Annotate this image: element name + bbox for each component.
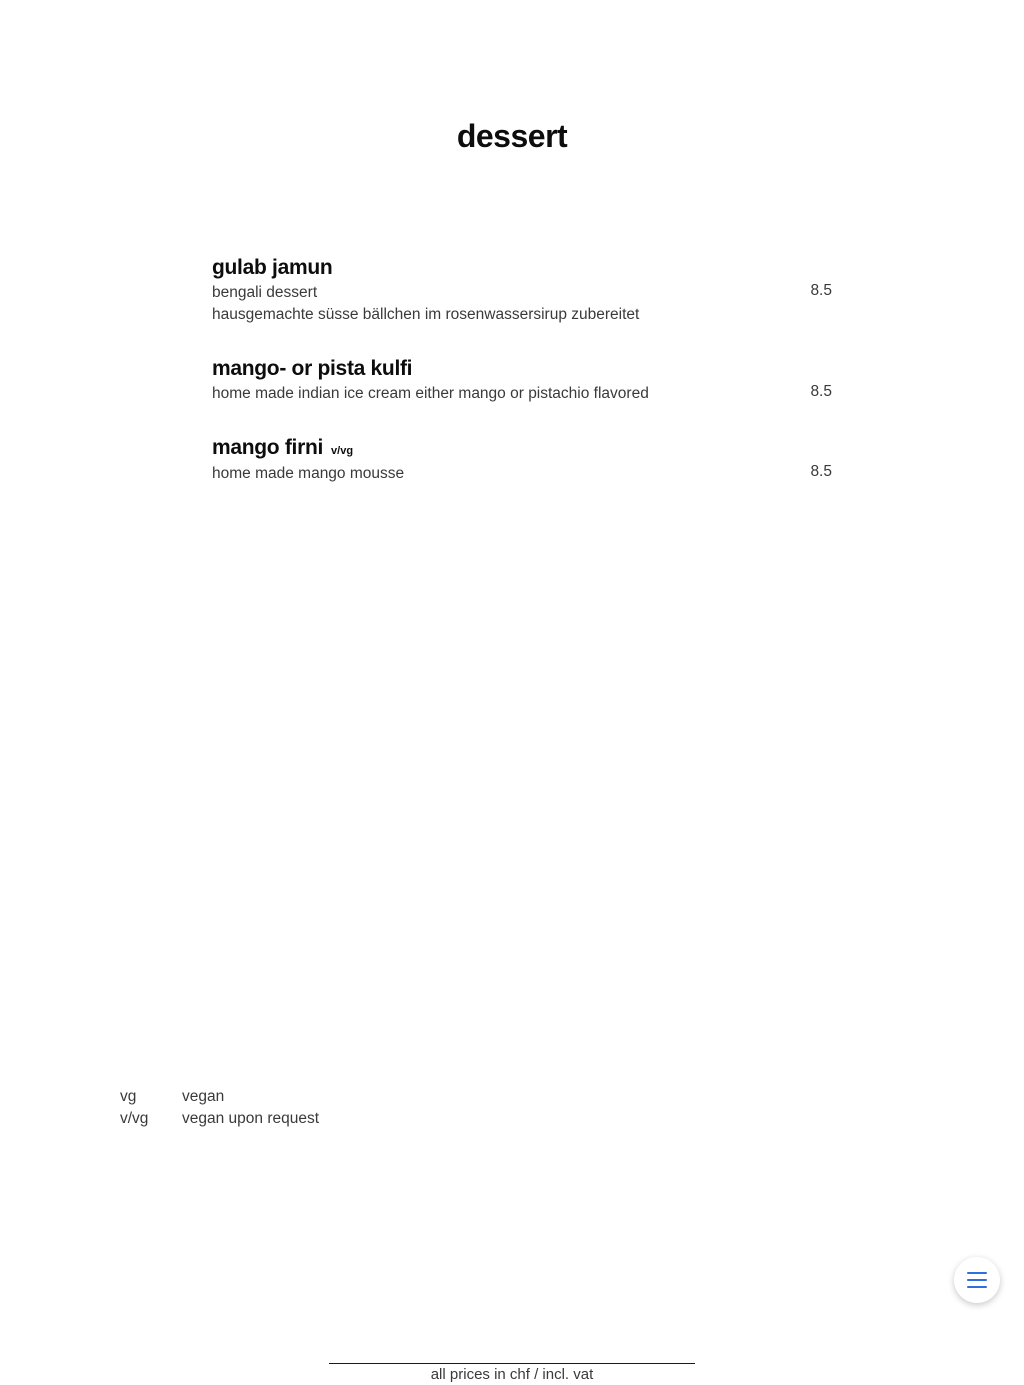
menu-toggle-button[interactable] — [954, 1257, 1000, 1303]
legend-value: vegan upon request — [182, 1110, 320, 1128]
menu-item — [212, 255, 832, 326]
legend-row — [120, 1108, 319, 1130]
menu-item-price: 8.5 — [810, 383, 832, 401]
menu-item-body — [212, 463, 832, 485]
menu-item-description — [212, 463, 404, 485]
hamburger-bar — [967, 1272, 987, 1274]
menu-item-description — [212, 282, 639, 326]
menu-item-body — [212, 282, 832, 326]
menu-item-header — [212, 356, 832, 381]
footer-note — [0, 1363, 1024, 1383]
menu-item-body — [212, 383, 832, 405]
menu-item — [212, 356, 832, 405]
menu-item-description — [212, 383, 649, 405]
menu-item-list — [212, 255, 832, 515]
menu-item-header — [212, 435, 832, 460]
menu-item-price: 8.5 — [810, 282, 832, 300]
menu-item-name: gulab jamun — [212, 256, 333, 279]
menu-item-header — [212, 255, 832, 280]
menu-item-name: mango- or pista kulfi — [212, 357, 413, 381]
menu-item-name: mango firni — [212, 436, 324, 460]
menu-item-description-line: home made indian ice cream either mango or pistachio flavored — [212, 385, 649, 403]
menu-item-diet-tag: v/vg — [331, 445, 354, 458]
hamburger-bar — [967, 1286, 987, 1288]
menu-item-description-line: hausgemachte süsse bällchen im rosenwassersirup zubereitet — [212, 306, 640, 324]
footer-divider — [329, 1363, 695, 1364]
menu-item-price: 8.5 — [810, 462, 832, 480]
menu-item-description-line: bengali dessert — [212, 284, 318, 302]
hamburger-bar — [967, 1279, 987, 1281]
legend-row — [120, 1086, 319, 1108]
diet-legend — [120, 1086, 319, 1131]
menu-item — [212, 435, 832, 484]
legend-value: vegan — [182, 1088, 225, 1105]
hamburger-menu-icon — [967, 1269, 987, 1291]
legend-key: v/vg — [120, 1110, 149, 1128]
footer-note-text: all prices in chf / incl. vat — [430, 1366, 594, 1383]
page-title: dessert — [456, 118, 568, 154]
legend-key: vg — [120, 1088, 137, 1105]
menu-item-description-line: home made mango mousse — [212, 464, 405, 482]
